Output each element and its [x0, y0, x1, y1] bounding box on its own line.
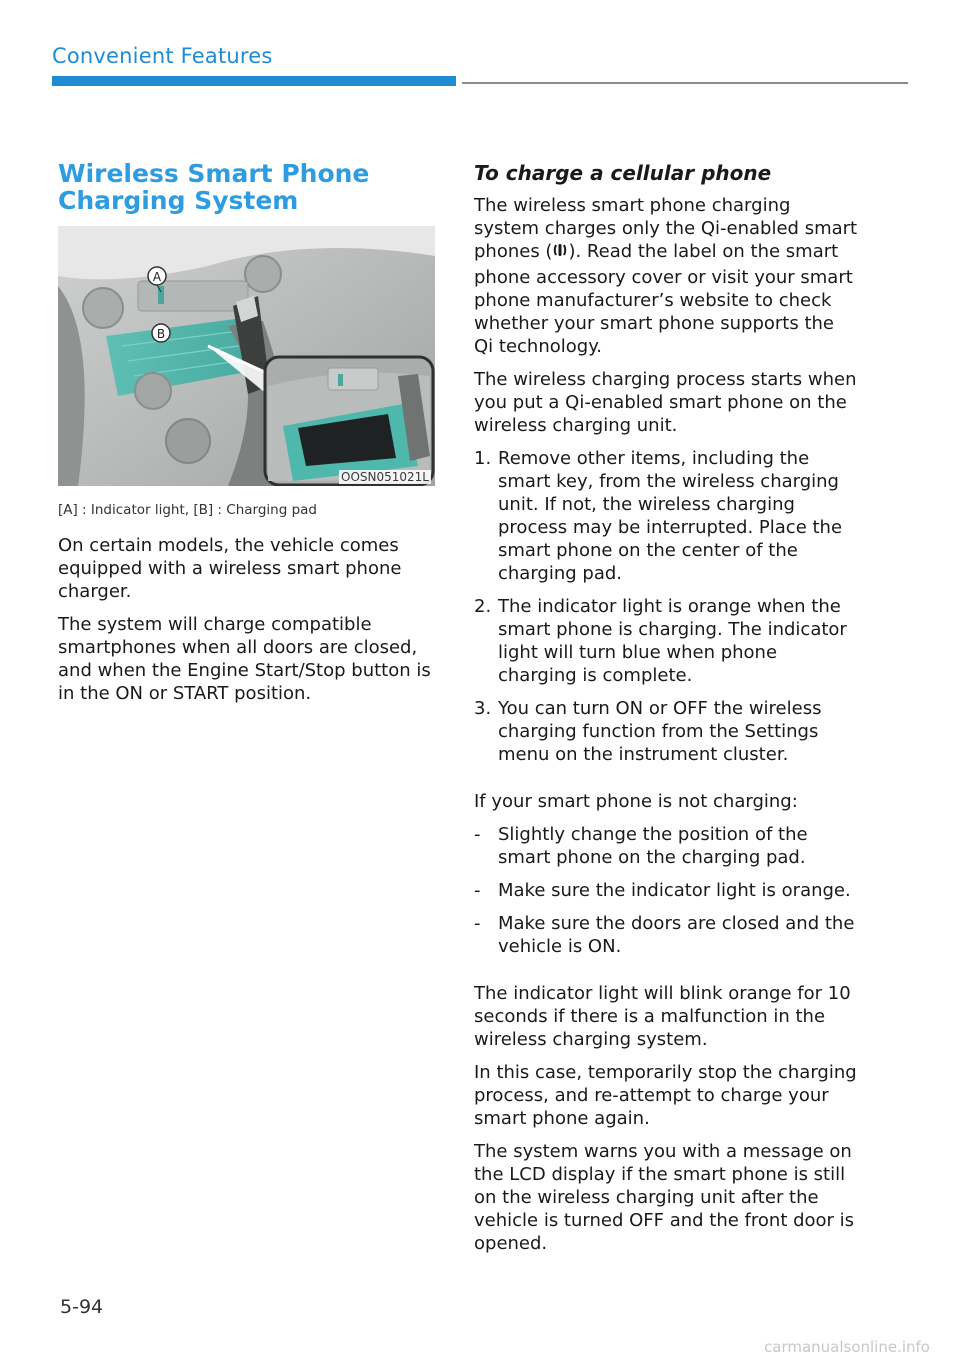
list-item	[474, 447, 858, 585]
charger-figure	[58, 226, 435, 486]
bullet-text: Make sure the doors are closed and the vehicle is ON.	[498, 913, 855, 957]
console-illustration	[58, 226, 435, 486]
paragraph: In this case, temporarily stop the charging process, and re-attempt to charge your smart phone again.	[474, 1062, 857, 1129]
step-text: The indicator light is orange when the smart phone is charging. The indicator light will turn blue when phone charging is complete.	[498, 596, 847, 686]
subsection-title: To charge a cellular phone	[474, 161, 772, 185]
callout-a: A	[152, 270, 162, 284]
figure-caption: [A] : Indicator light, [B] : Charging pad	[58, 502, 317, 518]
right-column	[474, 160, 858, 1265]
figure-code: OOSN051021L	[341, 470, 429, 484]
step-number: 1.	[474, 448, 492, 469]
callout-b: B	[156, 327, 166, 341]
list-item	[474, 697, 858, 766]
bullet-text: Slightly change the position of the smart phone on the charging pad.	[498, 824, 808, 868]
list-item	[474, 823, 858, 869]
bullet-text: Make sure the indicator light is orange.	[498, 880, 851, 901]
page-number: 5-94	[60, 1296, 104, 1318]
bullet-mark: -	[474, 880, 481, 901]
paragraph: The indicator light will blink orange for 10 seconds if there is a malfunction in the wireless charging system.	[474, 983, 851, 1050]
list-item	[474, 912, 858, 958]
header-rule-accent	[52, 76, 456, 86]
list-item	[474, 879, 858, 902]
paragraph: The wireless charging process starts when you put a Qi-enabled smart phone on the wireless charging unit.	[474, 369, 857, 436]
watermark: carmanualsonline.info	[764, 1338, 930, 1356]
qi-wireless-icon	[552, 240, 568, 266]
paragraph-intro	[474, 194, 858, 358]
step-text: You can turn ON or OFF the wireless charging function from the Settings menu on the instrument cluster.	[498, 698, 822, 765]
paragraph: If your smart phone is not charging:	[474, 791, 798, 812]
paragraph: The system warns you with a message on the LCD display if the smart phone is still on the wireless charging unit after the vehicle is turned OFF and the front door is opened.	[474, 1141, 855, 1254]
intro-text-before: The wireless smart phone charging system charges only the Qi-enabled smart phones (	[474, 195, 858, 262]
header-rule	[462, 82, 908, 84]
section-header: Convenient Features	[52, 44, 273, 68]
section-title: Wireless Smart Phone Charging System	[58, 159, 370, 215]
step-number: 2.	[474, 596, 492, 617]
troubleshoot-list	[474, 823, 858, 958]
paragraph: On certain models, the vehicle comes equipped with a wireless smart phone charger.	[58, 535, 402, 602]
bullet-mark: -	[474, 824, 481, 845]
paragraph: The system will charge compatible smartphones when all doors are closed, and when the Engine Start/Stop button is in the ON or START position.	[58, 614, 431, 704]
intro-text-after: ). Read the label on the smart phone accessory cover or visit your smart phone manufacturer’s website to check whether your smart phone supports the Qi technology.	[474, 241, 853, 357]
left-column	[58, 160, 440, 715]
bullet-mark: -	[474, 913, 481, 934]
list-item	[474, 595, 858, 687]
step-number: 3.	[474, 698, 492, 719]
step-text: Remove other items, including the smart key, from the wireless charging unit. If not, the wireless charging process may be interrupted. Place the smart phone on the center of the charging pad.	[498, 448, 843, 584]
steps-list	[474, 447, 858, 766]
